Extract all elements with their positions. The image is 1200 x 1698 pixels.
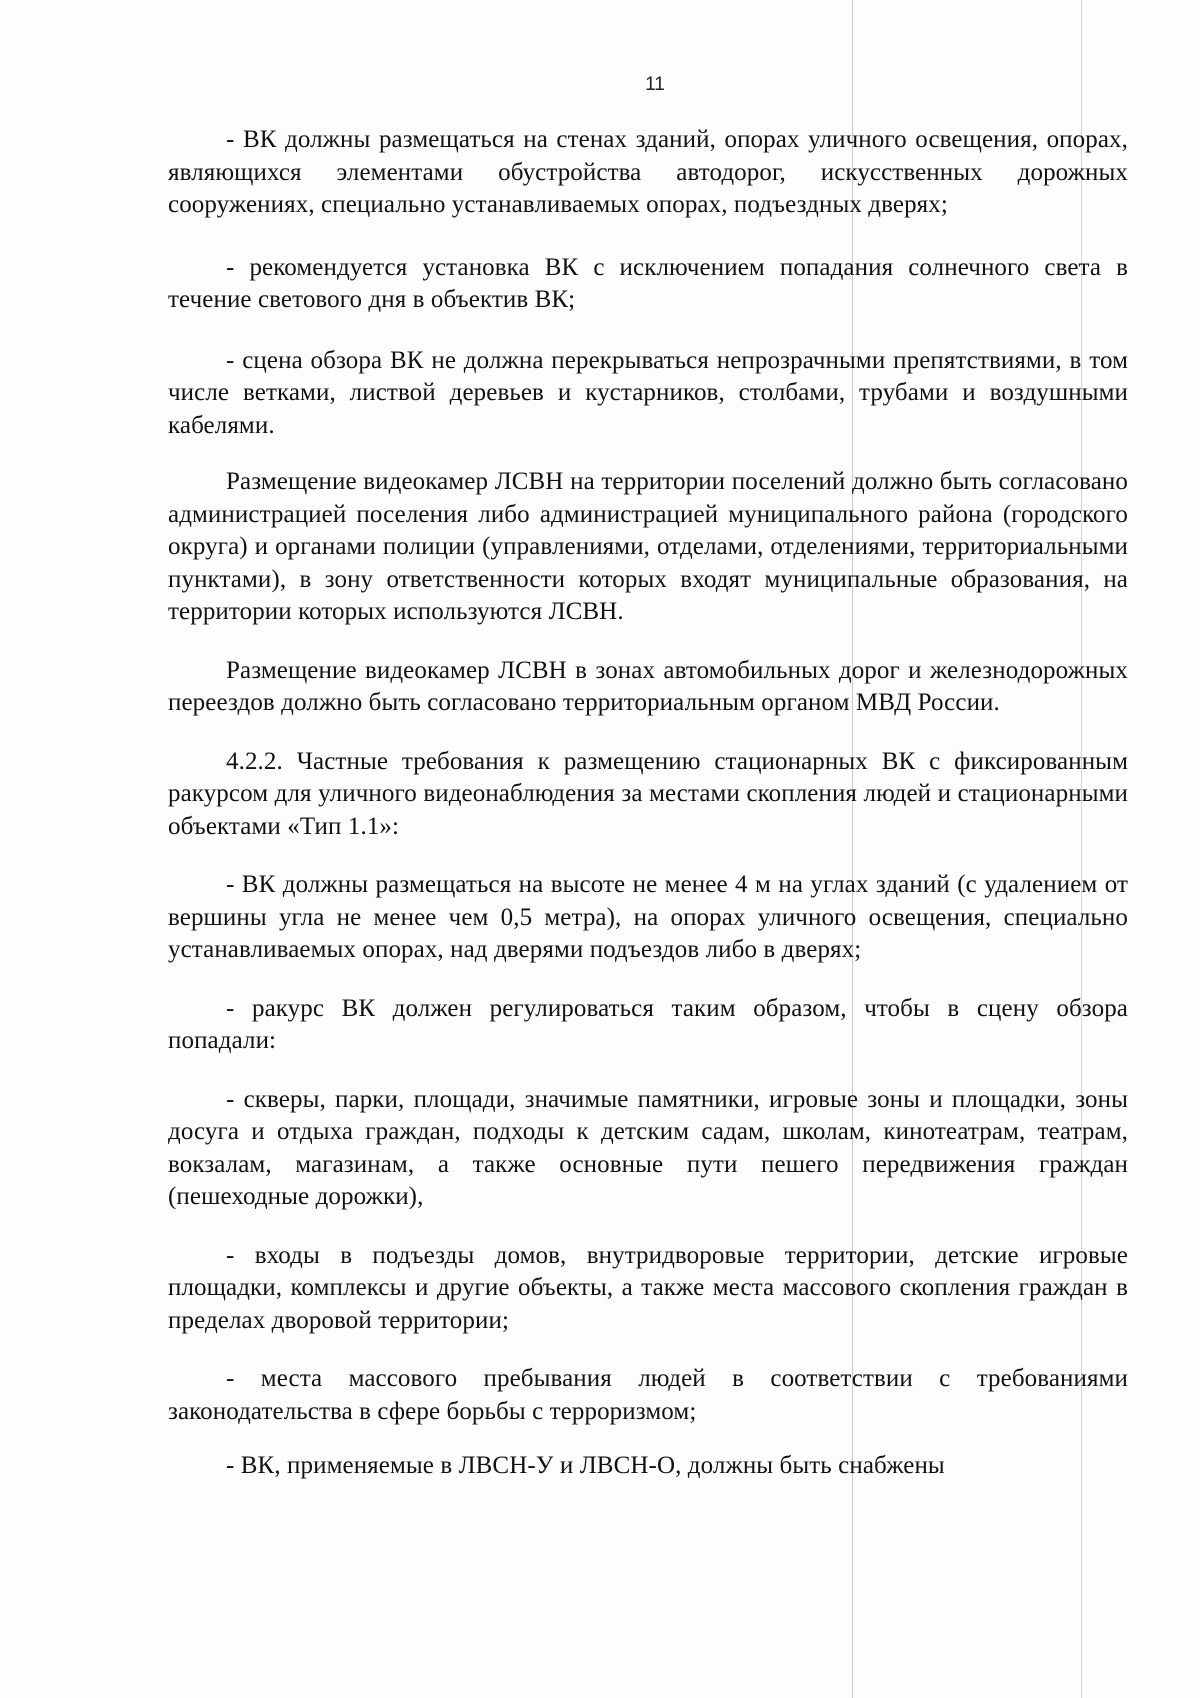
paragraph: - сцена обзора ВК не должна перекрываться непрозрачными препятствиями, в том числе ветками, листвой деревьев и кустарников, столбами, трубами и воздушными кабелями. [168, 346, 1128, 439]
paragraph: - входы в подъезды домов, внутридворовые территории, детские игровые площадки, комплексы и другие объекты, а также места массового скопления граждан в пределах дворовой территории; [168, 1241, 1128, 1334]
paragraph: - скверы, парки, площади, значимые памятники, игровые зоны и площадки, зоны досуга и отдыха граждан, подходы к детским садам, школам, кинотеатрам, театрам, вокзалам, магазинам, а также основные пути пешего передвижения граждан (пешеходные дорожки), [168, 1085, 1128, 1210]
paragraph: - ВК должны размещаться на высоте не менее 4 м на углах зданий (с удалением от вершины угла не менее чем 0,5 метра), на опорах уличного освещения, специально устанавливаемых опорах, над дверями подъездов либо в дверях; [168, 871, 1128, 963]
paragraph: - ВК должны размещаться на стенах зданий, опорах уличного освещения, опорах, являющихся элементами обустройства автодорог, искусственных дорожных сооружениях, специально устанавливаемых опорах, подъездных дверях; [168, 126, 1128, 218]
paragraph: - рекомендуется установка ВК с исключением попадания солнечного света в течение светового дня в объектив ВК; [168, 253, 1128, 313]
paragraph: - ракурс ВК должен регулироваться таким образом, чтобы в сцену обзора попадали: [168, 994, 1128, 1054]
paragraph: - ВК, применяемые в ЛВСН-У и ЛВСН-О, должны быть снабжены [226, 1452, 945, 1479]
paragraph: Размещение видеокамер ЛСВН на территории поселений должно быть согласовано администрацией поселения либо администрацией муниципального района (городского округа) и органами полиции (управлениями, отделами, отделениями, территориальными пунктами), в зону ответственности которых входят муниципальные образования, на территории которых используются ЛСВН. [168, 468, 1128, 625]
paragraph: - места массового пребывания людей в соответствии с требованиями законодательства в сфере борьбы с терроризмом; [168, 1365, 1128, 1425]
document-body [168, 124, 1128, 1483]
section-paragraph: 4.2.2. Частные требования к размещению стационарных ВК с фиксированным ракурсом для уличного видеонаблюдения за местами скопления людей и стационарными объектами «Тип 1.1»: [168, 747, 1128, 840]
paragraph: Размещение видеокамер ЛСВН в зонах автомобильных дорог и железнодорожных переездов должно быть согласовано территориальным органом МВД России. [168, 656, 1128, 716]
page-number: 11 [645, 74, 665, 95]
